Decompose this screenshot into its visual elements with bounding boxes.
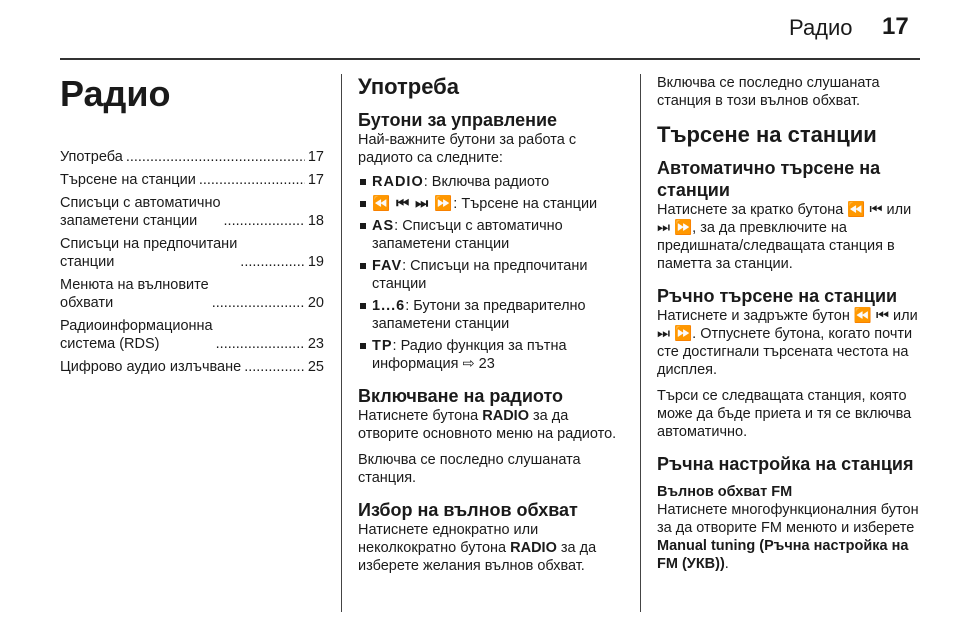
button-desc: : Списъци на предпочитани станции	[372, 258, 588, 292]
bullet-icon	[360, 263, 366, 269]
button-key: RADIO	[372, 174, 424, 190]
toc-entry[interactable]	[60, 317, 324, 353]
button-desc: : Радио функция за пътна информация ⇨ 23	[372, 338, 567, 372]
button-list-text	[372, 257, 628, 293]
button-list-item	[358, 217, 628, 253]
button-list-item	[358, 173, 628, 191]
band-select-paragraph: Натиснете еднократно или неколкократно бутона RADIO за да изберете желания вълнов обхват.	[358, 522, 597, 574]
buttons-list	[358, 173, 628, 373]
buttons-intro: Най-важните бутони за работа с радиото са следните:	[358, 132, 577, 166]
button-list-item	[358, 257, 628, 293]
toc-entry[interactable]	[60, 235, 324, 271]
switch-on-paragraph-2: Включва се последно слушаната станция.	[358, 452, 581, 486]
toc-entry-label: Радиоинформационна система (RDS)	[60, 318, 213, 352]
toc-leader-dots	[240, 253, 305, 271]
column-divider-1	[341, 74, 342, 612]
button-key: AS	[372, 218, 395, 234]
button-desc: : Търсене на станции	[453, 196, 598, 212]
fm-paragraph: Натиснете многофункционалния бутон за да отворите FM менюто и изберете Manual tuning (Ръчна настройка на FM (УКВ)).	[657, 502, 919, 572]
toc-leader-dots	[216, 335, 305, 353]
button-desc: : Включва радиото	[423, 174, 550, 190]
manual-search-paragraph-2: Търси се следващата станция, която може да бъде приета и тя се включва автоматично.	[657, 388, 912, 440]
button-list-item	[358, 297, 628, 333]
toc-entry[interactable]	[60, 171, 324, 189]
heading-manual-search: Ръчно търсене на станции	[657, 286, 898, 306]
section-title-usage: Употреба	[358, 74, 460, 99]
header-divider	[60, 58, 920, 60]
button-key: FAV	[372, 258, 403, 274]
button-key: ⏪ ⏮ ⏭ ⏩	[372, 196, 454, 212]
bullet-icon	[360, 223, 366, 229]
toc-column	[60, 74, 324, 381]
heading-switch-on: Включване на радиото	[358, 386, 564, 406]
heading-auto-search: Автоматично търсене на станции	[657, 158, 881, 200]
toc-entry-page: 17	[307, 172, 324, 188]
manual-search-paragraph: Натиснете и задръжте бутон ⏪ ⏮ или ⏭ ⏩. Отпуснете бутона, когато почти сте достигнали търсената честота на дисплея.	[657, 308, 918, 378]
toc-entry-page: 20	[307, 295, 324, 311]
heading-band-select: Избор на вълнов обхват	[358, 500, 578, 520]
toc-leader-dots	[199, 171, 305, 189]
toc-entry-label: Цифрово аудио излъчване	[60, 359, 242, 375]
bullet-icon	[360, 179, 366, 185]
toc-entry-page: 23	[307, 336, 324, 352]
button-list-item	[358, 195, 628, 213]
toc-entry-page: 17	[307, 149, 324, 165]
toc-entry-page: 25	[307, 359, 324, 375]
button-list-text	[372, 195, 597, 213]
table-of-contents	[60, 148, 324, 376]
column-divider-2	[640, 74, 641, 612]
toc-entry-label: Менюта на вълновите обхвати	[60, 277, 209, 311]
bullet-icon	[360, 201, 366, 207]
button-list-text	[372, 337, 628, 373]
toc-entry[interactable]	[60, 276, 324, 312]
page-number: 17	[882, 13, 909, 40]
toc-entry-page: 18	[307, 213, 324, 229]
toc-entry-page: 19	[307, 254, 324, 270]
section-title-search: Търсене на станции	[657, 122, 877, 147]
auto-search-paragraph: Натиснете за кратко бутона ⏪ ⏮ или ⏭ ⏩, за да превключите на предишната/следващата станция в паметта за станции.	[657, 202, 912, 272]
button-desc: : Списъци с автоматично запаметени станции	[372, 218, 563, 252]
toc-leader-dots	[244, 358, 305, 376]
toc-entry-label: Търсене на станции	[60, 172, 196, 188]
button-desc: : Бутони за предварително запаметени станции	[372, 298, 586, 332]
button-key: 1...6	[372, 298, 406, 314]
button-list-text	[372, 297, 628, 333]
toc-entry[interactable]	[60, 194, 324, 230]
toc-entry-label: Списъци на предпочитани станции	[60, 236, 238, 270]
button-list-text	[372, 173, 549, 191]
toc-entry[interactable]	[60, 148, 324, 166]
band-continued-paragraph: Включва се последно слушаната станция в този вълнов обхват.	[657, 75, 880, 109]
bullet-icon	[360, 303, 366, 309]
toc-entry-label: Списъци с автоматично запаметени станции	[60, 195, 221, 229]
heading-manual-tuning: Ръчна настройка на станция	[657, 454, 914, 474]
heading-control-buttons: Бутони за управление	[358, 110, 558, 130]
chapter-title: Радио	[60, 73, 171, 114]
toc-leader-dots	[224, 212, 305, 230]
switch-on-paragraph: Натиснете бутона RADIO за да отворите основното меню на радиото.	[358, 408, 617, 442]
toc-entry-label: Употреба	[60, 149, 123, 165]
running-header-title: Радио	[789, 15, 853, 40]
button-list-item	[358, 337, 628, 373]
usage-column	[358, 74, 628, 575]
bullet-icon	[360, 343, 366, 349]
heading-fm-band: Вълнов обхват FM	[657, 484, 793, 500]
toc-leader-dots	[212, 294, 305, 312]
button-key: TP	[372, 338, 393, 354]
toc-entry[interactable]	[60, 358, 324, 376]
toc-leader-dots	[126, 148, 305, 166]
search-column	[657, 74, 923, 573]
button-list-text	[372, 217, 628, 253]
